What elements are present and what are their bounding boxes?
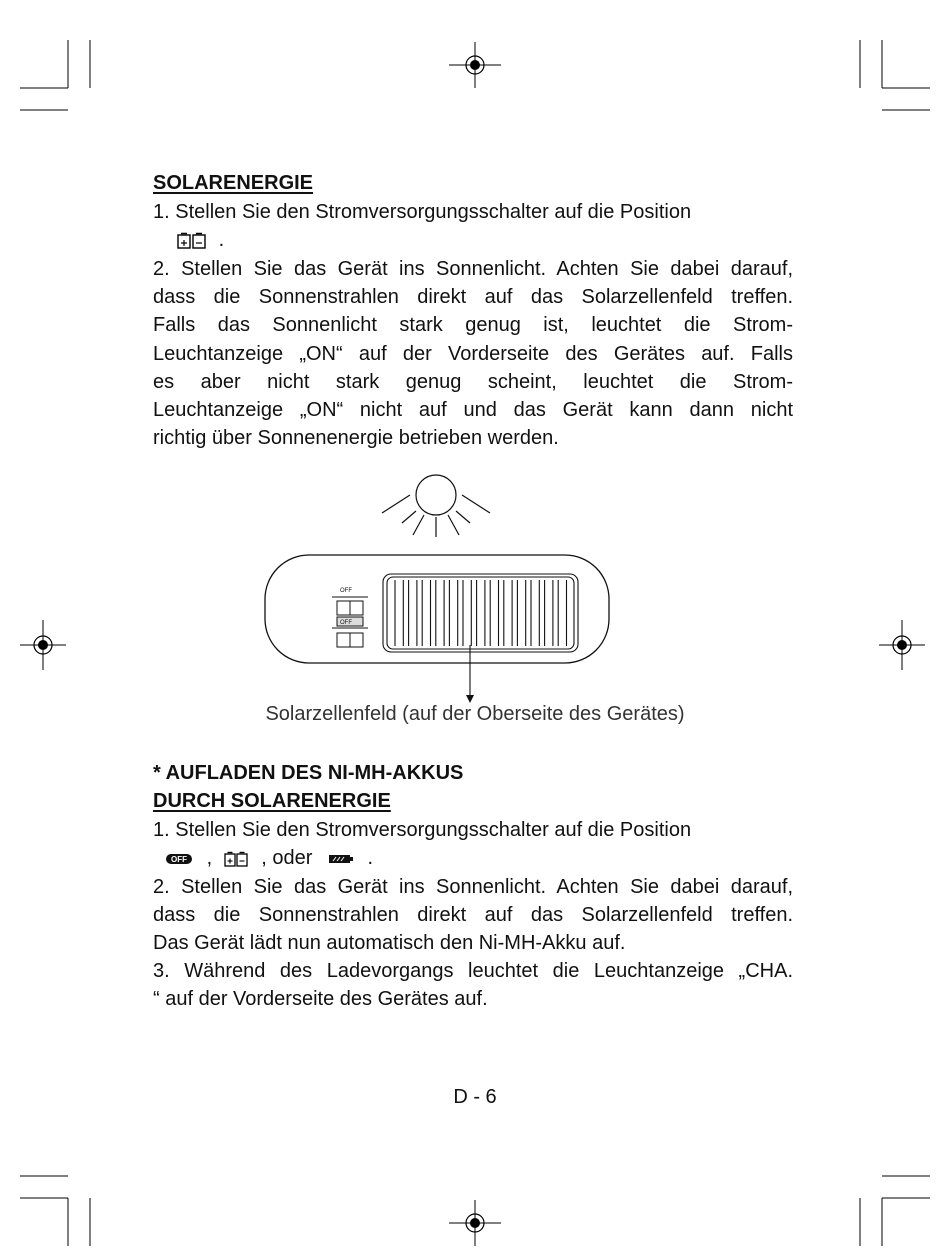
registration-mark-bottom: [449, 1200, 501, 1246]
off-switch-icon-label: OFF: [171, 854, 187, 864]
pointer-arrow: [466, 645, 474, 703]
solar-panel-figure: [250, 465, 630, 705]
solar-cell-field: [383, 574, 578, 652]
battery-switch-icon-2: [224, 851, 248, 867]
switch-panel: [332, 588, 368, 647]
sun-icon: [382, 475, 490, 537]
section2-heading-line1: * AUFLADEN DES NI-MH-AKKUS: [153, 762, 464, 784]
section1-step1: 1. Stellen Sie den Stromversorgungsschalter auf die Position .: [153, 201, 692, 252]
registration-mark-right: [879, 620, 925, 670]
section2-step3: 3. Während des Ladevorgangs leuchtet die Leuchtanzeige „CHA. “ auf der Vorderseite des Gerätes auf.: [153, 960, 793, 1011]
off-switch-icon: [165, 853, 193, 865]
section1-step2: 2. Stellen Sie das Gerät ins Sonnenlicht. Achten Sie dabei darauf, dass die Sonnenstrahlen direkt auf das Solarzellenfeld treffen. Falls das Sonnenlicht stark genug ist, leuchtet die Strom- Leuchtanzeige „ON“ auf der Vorderseite des Gerätes auf. Falls es aber nicht stark genug scheint, leuchtet die Strom- Leuchtanzeige „ON“ nicht auf und das Gerät kann dann nicht richtig über Sonnenenergie betrieben werden.: [153, 258, 793, 450]
section2-heading-line2: DURCH SOLARENERGIE: [153, 790, 391, 812]
device-body: [265, 555, 609, 663]
switch-label-off-2: OFF: [340, 620, 352, 626]
section-heading-solarenergie: SOLARENERGIE: [153, 172, 314, 194]
charging-battery-icon: [328, 854, 354, 864]
registration-mark-top: [449, 42, 501, 88]
registration-mark-left: [20, 620, 66, 670]
page-number: D - 6: [453, 1086, 497, 1108]
section2-step1: 1. Stellen Sie den Stromversorgungsschalter auf die Position OFF , , oder .: [153, 819, 692, 870]
switch-label-off: OFF: [340, 588, 352, 594]
battery-switch-icon: [177, 232, 207, 250]
figure-caption: Solarzellenfeld (auf der Oberseite des Gerätes): [265, 703, 685, 725]
section2-step2: 2. Stellen Sie das Gerät ins Sonnenlicht. Achten Sie dabei darauf, dass die Sonnenstrahlen direkt auf das Solarzellenfeld treffen. Das Gerät lädt nun automatisch den Ni-MH-Akku auf.: [153, 876, 793, 955]
